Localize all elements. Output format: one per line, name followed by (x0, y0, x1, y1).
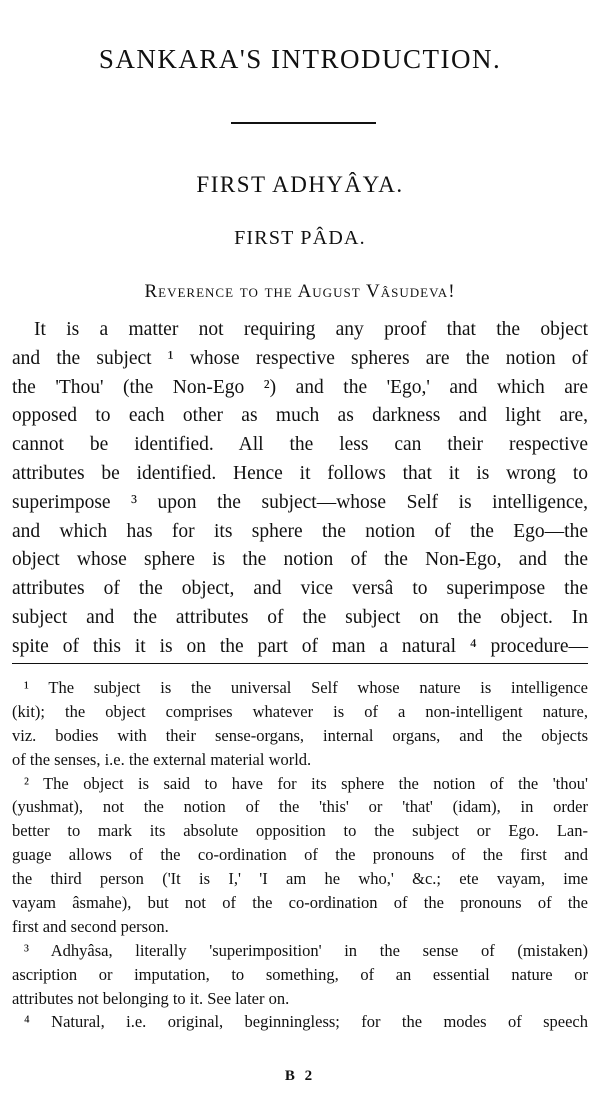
footnote-line: (yushmat), not the notion of the 'this' or 'that' (idam), in order (12, 797, 588, 817)
footnote-line: guage allows of the co-ordination of the pronouns of the first and (12, 845, 588, 865)
running-title: SANKARA'S INTRODUCTION. (98, 44, 502, 74)
pada-heading: FIRST PÂDA. (234, 227, 366, 249)
adhyaya-heading: FIRST ADHYÂYA. (196, 172, 404, 197)
footnote-4 (12, 1010, 588, 1034)
footnote-line: ⁴ Natural, i.e. original, beginningless; for the modes of speech (24, 1012, 588, 1032)
footnote-line: better to mark its absolute opposition to the subject or Ego. Lan- (12, 821, 588, 841)
invocation-line: Reverence to the August Vâsudeva! (144, 281, 456, 302)
footnote-line: ¹ The subject is the universal Self whose nature is intelligence (24, 678, 588, 697)
footnote-line: ascription or imputation, to something, of an essential nature or (12, 964, 588, 984)
text-line: opposed to each other as much as darkness and light are, (12, 405, 588, 427)
book-page (12, 0, 588, 1118)
footnote-line: attributes not belonging to it. See later on. (12, 988, 290, 1008)
title-divider (231, 122, 376, 124)
footnote-line: ³ Adhyâsa, literally 'superimposition' in the sense of (mistaken) (24, 940, 588, 960)
text-line: spite of this it is on the part of man a natural ⁴ procedure— (12, 635, 588, 657)
text-line: and which has for its sphere the notion of the Ego—the (12, 520, 588, 542)
main-text (12, 316, 588, 662)
footnote-line: the third person ('It is I,' 'I am he who,' &c.; ete vayam, ime (12, 869, 588, 889)
text-line: object whose sphere is the notion of the Non-Ego, and the (12, 549, 588, 571)
text-line: attributes be identified. Hence it follows that it is wrong to (12, 462, 588, 484)
signature-mark: B 2 (284, 1068, 316, 1084)
footnote-line: vayam âsmahe), but not of the co-ordination of the pronouns of the (12, 893, 588, 913)
text-line: cannot be identified. All the less can their respective (12, 434, 588, 456)
text-line: subject and the attributes of the subject on the object. In (12, 606, 588, 628)
footnote-line: ² The object is said to have for its sphere the notion of the 'thou' (24, 773, 588, 793)
footnote-1 (12, 676, 588, 772)
footnote-3 (12, 939, 588, 1011)
footnote-line: viz. bodies with their sense-organs, internal organs, and the objects (12, 725, 588, 745)
text-line: It is a matter not requiring any proof that the object (34, 319, 588, 340)
text-line: the 'Thou' (the Non-Ego ²) and the 'Ego,' and which are (12, 376, 588, 398)
footnote-divider (12, 663, 588, 664)
text-line: superimpose ³ upon the subject—whose Self is intelligence, (12, 491, 588, 513)
footnote-line: of the senses, i.e. the external material world. (12, 749, 312, 769)
text-line: and the subject ¹ whose respective spheres are the notion of (12, 347, 588, 369)
text-line: attributes of the object, and vice versâ to superimpose the (12, 578, 588, 600)
footnote-line: (kit); the object comprises whatever is of a non-intelligent nature, (12, 701, 588, 721)
footnote-line: first and second person. (12, 916, 169, 936)
footnote-2 (12, 772, 588, 939)
footnotes (12, 676, 588, 1034)
